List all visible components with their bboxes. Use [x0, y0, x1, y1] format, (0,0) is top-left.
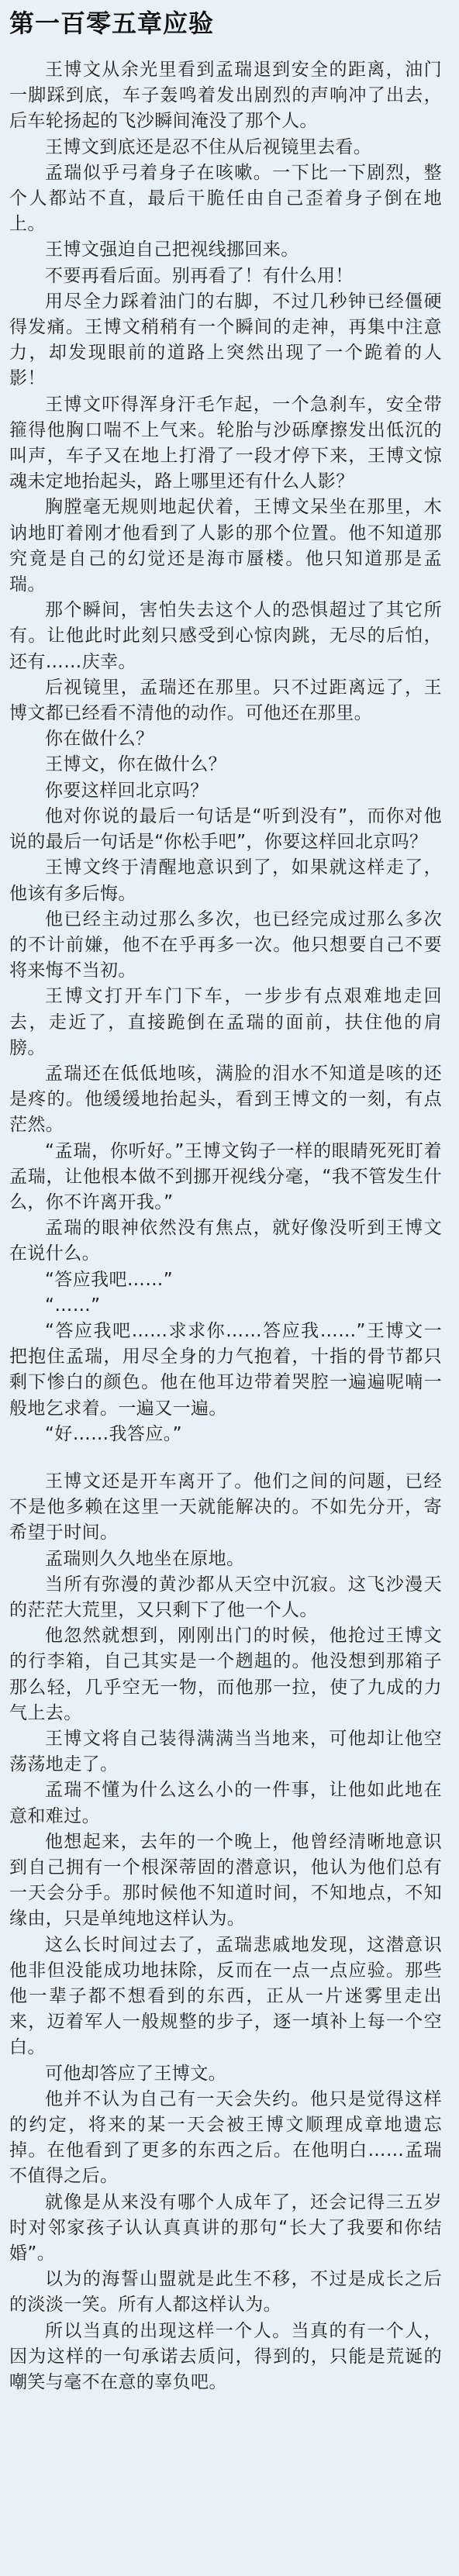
- paragraph: 王博文从余光里看到孟瑞退到安全的距离，油门一脚踩到底，车子轰鸣着发出剧烈的声响冲了出去，后车轮扬起的飞沙瞬间淹没了那个人。: [9, 60, 442, 132]
- paragraph: “……”: [45, 1295, 101, 1316]
- paragraph: 以为的海誓山盟就是此生不移，不过是成长之后的淡淡一笑。所有人都这样认为。: [9, 2269, 442, 2316]
- paragraph: 他并不认为自己有一天会失约。他只是觉得这样的约定，将来的某一天会被王博文顺理成章地遗忘掉。在他看到了更多的东西之后。在他明白……孟瑞不值得之后。: [9, 2088, 442, 2187]
- paragraph: 王博文终于清醒地意识到了，如果就这样走了，他该有多后悔。: [9, 857, 442, 904]
- paragraph: “答应我吧……求求你……答应我……”王博文一把抱住孟瑞，用尽全身的力气抱着，十指的骨节都只剩下惨白的颜色。他在他耳边带着哭腔一遍遍呢喃一般地乞求着。一遍又一遍。: [9, 1320, 442, 1419]
- paragraph: 孟瑞还在低低地咳，满脸的泪水不知道是咳的还是疼的。他缓缓地抬起头，看到王博文的一刻，有点茫然。: [9, 1063, 442, 1136]
- paragraph: 王博文打开车门下车，一步步有点艰难地走回去，走近了，直接跪倒在孟瑞的面前，扶住他的肩膀。: [9, 986, 442, 1058]
- paragraph: 当所有弥漫的黄沙都从天空中沉寂。这飞沙漫天的茫茫大荒里，又只剩下了他一个人。: [9, 1574, 442, 1620]
- paragraph: 他想起来，去年的一个晚上，他曾经清晰地意识到自己拥有一个根深蒂固的潜意识，他认为他们总有一天会分手。那时候他不知道时间，不知地点，不知缘由，只是单纯地这样认为。: [9, 1831, 442, 1929]
- paragraph: 用尽全力踩着油门的右脚，不过几秒钟已经僵硬得发痛。王博文稍稍有一个瞬间的走神，再集中注意力，却发现眼前的道路上突然出现了一个跪着的人影！: [9, 291, 442, 389]
- paragraph: 王博文还是开车离开了。他们之间的问题，已经不是他多赖在这里一天就能解决的。不如先分开，寄希望于时间。: [9, 1471, 442, 1543]
- paragraph: 孟瑞则久久地坐在原地。: [45, 1548, 245, 1569]
- paragraph: 不要再看后面。别再看了！有什么用！: [45, 265, 354, 286]
- paragraph: 后视镜里，孟瑞还在那里。只不过距离远了，王博文都已经看不清他的动作。可他还在那里。: [9, 677, 442, 724]
- paragraph: 王博文强迫自己把视线挪回来。: [45, 240, 299, 260]
- paragraph: 他已经主动过那么多次，也已经完成过那么多次的不计前嫌，他不在乎再多一次。他只想要自己不要将来悔不当初。: [9, 909, 442, 981]
- paragraph: 孟瑞似乎弓着身子在咳嗽。一下比一下剧烈，整个人都站不直，最后干脆任由自己歪着身子倒在地上。: [9, 162, 442, 235]
- paragraph: 你要这样回北京吗？: [45, 780, 209, 801]
- paragraph: 胸膛毫无规则地起伏着，王博文呆坐在那里，木讷地盯着刚才他看到了人影的那个位置。他不知道那究竟是自己的幻觉还是海市蜃楼。他只知道那是孟瑞。: [9, 497, 442, 595]
- paragraph: “好……我答应。”: [45, 1423, 182, 1444]
- paragraph: 这么长时间过去了，孟瑞悲戚地发现，这潜意识他非但没能成功地抹除，反而在一点一点应验。那些他一辈子都不想看到的东西，正从一片迷雾里走出来，迈着军人一般规整的步子，逐一填补上每一个空白。: [9, 1934, 442, 2058]
- paragraph: 他对你说的最后一句话是“听到没有”，而你对他说的最后一句话是“你松手吧”，你要这样回北京吗？: [9, 805, 442, 853]
- paragraph: 王博文，你在做什么？: [45, 754, 226, 775]
- paragraph: 王博文吓得浑身汗毛乍起，一个急刹车，安全带箍得他胸口喘不上气来。轮胎与沙砾摩擦发出低沉的叫声，车子又在地上打滑了一段才停下来，王博文惊魂未定地抬起头，路上哪里还有什么人影？: [9, 394, 442, 492]
- paragraph: 王博文将自己装得满满当当地来，可他却让他空荡荡地走了。: [9, 1729, 442, 1775]
- paragraph: 王博文到底还是忍不住从后视镜里去看。: [45, 136, 372, 157]
- paragraph: 孟瑞不懂为什么这么小的一件事，让他如此地在意和难过。: [9, 1780, 442, 1826]
- paragraph: 就像是从来没有哪个人成年了，还会记得三五岁时对邻家孩子认认真真讲的那句“长大了我要和你结婚”。: [9, 2191, 442, 2264]
- section-break: [9, 1447, 442, 1469]
- paragraph: 可他却答应了王博文。: [45, 2063, 226, 2084]
- paragraph: 那个瞬间，害怕失去这个人的恐惧超过了其它所有。让他此时此刻只感受到心惊肉跳，无尽的后怕，还有……庆幸。: [9, 600, 442, 672]
- paragraph: 孟瑞的眼神依然没有焦点，就好像没听到王博文在说什么。: [9, 1218, 442, 1264]
- paragraph: “答应我吧……”: [45, 1269, 174, 1290]
- paragraph: 你在做什么？: [45, 729, 154, 750]
- paragraph: 所以当真的出现这样一个人。当真的有一个人，因为这样的一句承诺去质问，得到的，只能是荒诞的嘲笑与毫不在意的辜负吧。: [9, 2320, 442, 2393]
- chapter-title: 第一百零五章应验: [9, 9, 215, 38]
- paragraph: 他忽然就想到，刚刚出门的时候，他抢过王博文的行李箱，自己其实是一个趔趄的。他没想到那箱子那么轻，几乎空无一物，而他那一拉，使了九成的力气上去。: [9, 1626, 442, 1723]
- paragraph: “孟瑞，你听好。”王博文钩子一样的眼睛死死盯着孟瑞，让他根本做不到挪开视线分毫，“我不管发生什么，你不许离开我。”: [9, 1140, 442, 1212]
